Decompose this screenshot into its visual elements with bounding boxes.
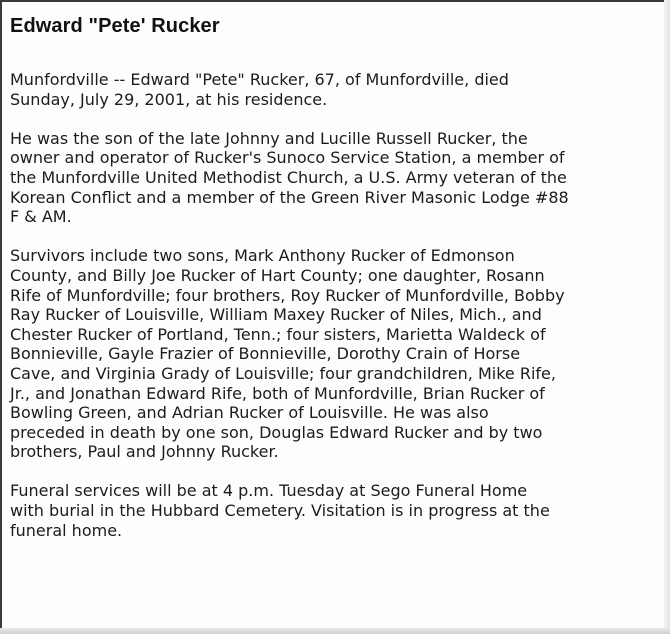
text-line: Ray Rucker of Louisville, William Maxey Rucker of Niles, Mich., and (10, 305, 542, 325)
text-line: owner and operator of Rucker's Sunoco Service Station, a member of (10, 148, 565, 168)
text-line: Rife of Munfordville; four brothers, Roy Rucker of Munfordville, Bobby (10, 285, 565, 305)
text-line: the Munfordville United Methodist Church, a U.S. Army veteran of the (10, 167, 567, 187)
text-line: Chester Rucker of Portland, Tenn.; four sisters, Marietta Waldeck of (10, 324, 546, 344)
clipping-bottom-edge (0, 628, 670, 634)
obituary-headline: Edward "Pete' Rucker (10, 15, 220, 37)
text-line: Cave, and Virginia Grady of Louisville; four grandchildren, Mike Rife, (10, 363, 556, 383)
text-line: funeral home. (10, 520, 123, 540)
text-line: Korean Conflict and a member of the Green River Masonic Lodge #88 (10, 187, 569, 207)
text-line: He was the son of the late Johnny and Lucille Russell Rucker, the (10, 128, 528, 148)
text-line: Funeral services will be at 4 p.m. Tuesday at Sego Funeral Home (10, 481, 528, 501)
text-line: with burial in the Hubbard Cemetery. Visitation is in progress at the (10, 501, 550, 521)
text-line: Sunday, July 29, 2001, at his residence. (10, 89, 328, 109)
text-line: Munfordville -- Edward "Pete" Rucker, 67, of Munfordville, died (10, 70, 509, 89)
text-line: preceded in death by one son, Douglas Edward Rucker and by two (10, 422, 543, 442)
text-line: Jr., and Jonathan Edward Rife, both of Munfordville, Brian Rucker of (10, 383, 545, 403)
text-line: Bowling Green, and Adrian Rucker of Louisville. He was also (10, 403, 489, 423)
paragraph-survivors (10, 246, 670, 462)
text-line: F & AM. (10, 207, 72, 227)
paragraph-funeral (10, 481, 670, 540)
text-line: County, and Billy Joe Rucker of Hart County; one daughter, Rosann (10, 265, 545, 285)
text-line: brothers, Paul and Johnny Rucker. (10, 442, 279, 462)
text-line: Survivors include two sons, Mark Anthony Rucker of Edmonson (10, 246, 515, 266)
obituary-body (10, 70, 670, 560)
clipping-right-edge (664, 0, 670, 634)
text-line: Bonnieville, Gayle Frazier of Bonnieville, Dorothy Crain of Horse (10, 344, 521, 364)
paragraph-biography (10, 129, 670, 227)
paragraph-death-notice (10, 70, 670, 109)
